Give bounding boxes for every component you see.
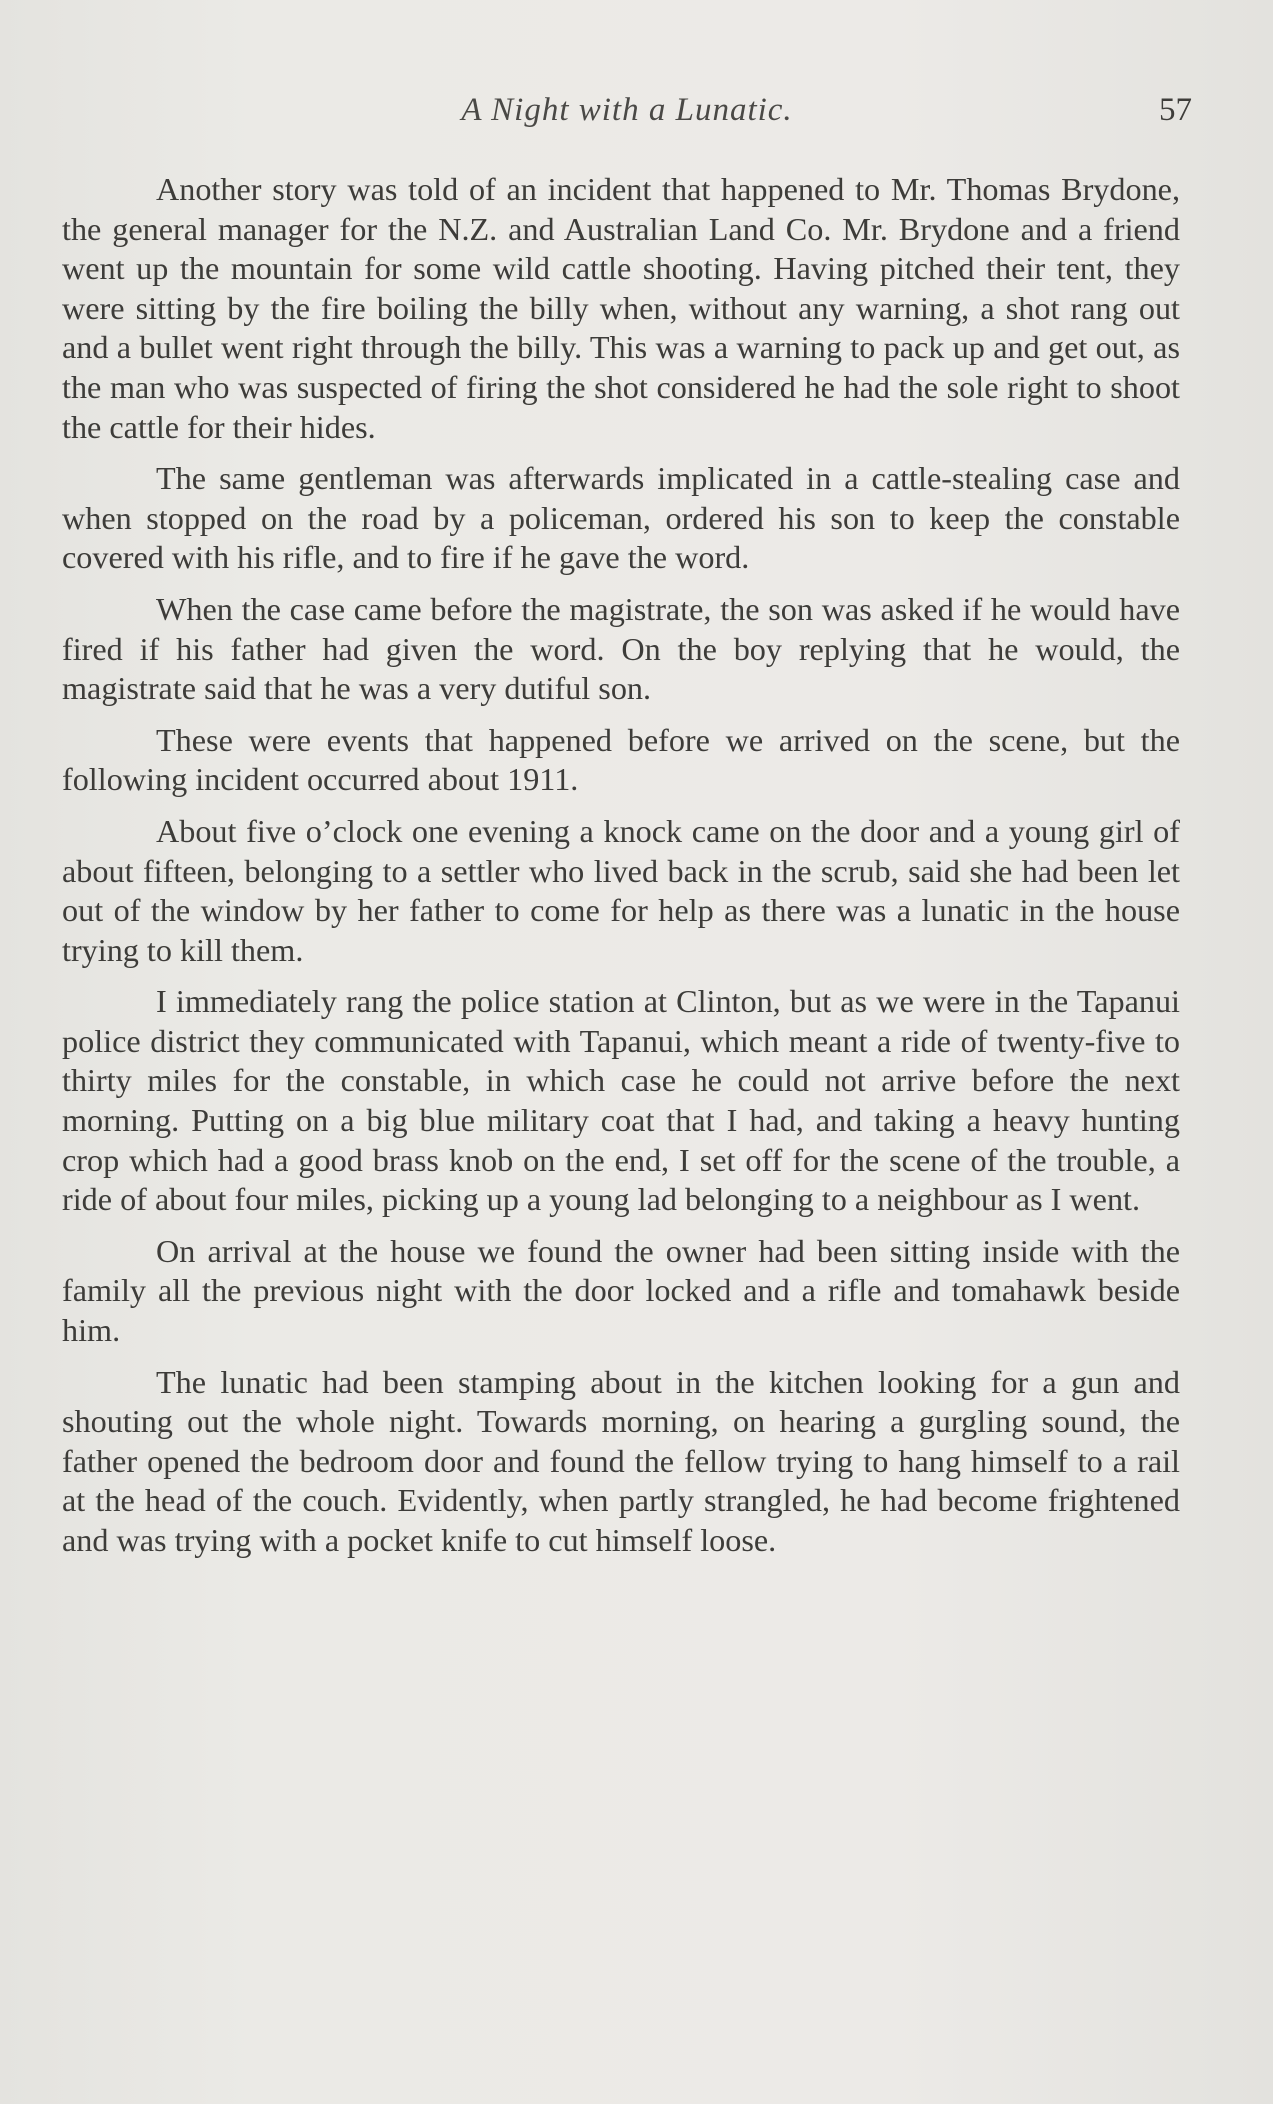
paragraph-6: I immediately rang the police station at Clinton, but as we were in the Tapanui police district they communicated with Tapanui, which meant a ride of twenty-five to thirty miles for the constable, in which case he could not arrive before the next morning. Putting on a big blue military coat that I had, and taking a heavy hunting crop which had a good brass knob on the end, I set off for the scene of the trouble, a ride of about four miles, picking up a young lad belonging to a neighbour as I went. — [62, 983, 1180, 1218]
page-header — [62, 92, 1192, 136]
paragraph-2: The same gentleman was afterwards implicated in a cattle-stealing case and when stopped on the road by a policeman, ordered his son to keep the constable covered with his rifle, and to fire if he gave the word. — [62, 460, 1180, 576]
running-title: A Night with a Lunatic. — [461, 92, 793, 128]
paragraph-8: The lunatic had been stamping about in the kitchen looking for a gun and shouting out the whole night. Towards morning, on hearing a gurgling sound, the father opened the bedroom door and found the fellow trying to hang himself to a rail at the head of the couch. Evidently, when partly strangled, he had become frightened and was trying with a pocket knife to cut himself loose. — [62, 1363, 1180, 1558]
paragraph-4: These were events that happened before we arrived on the scene, but the following incident occurred about 1911. — [62, 721, 1180, 798]
page-number: 57 — [1159, 92, 1192, 128]
paragraph-7: On arrival at the house we found the owner had been sitting inside with the family all the previous night with the door locked and a rifle and tomahawk beside him. — [62, 1232, 1180, 1349]
paragraph-1: Another story was told of an incident that happened to Mr. Thomas Brydone, the general manager for the N.Z. and Australian Land Co. Mr. Brydone and a friend went up the mountain for some wild cattle shooting. Having pitched their tent, they were sitting by the fire boiling the billy when, without any warning, a shot rang out and a bullet went right through the billy. This was a warning to pack up and get out, as the man who was suspected of firing the shot considered he had the sole right to shoot the cattle for their hides. — [62, 171, 1180, 445]
body-text — [62, 170, 1180, 1573]
paragraph-3: When the case came before the magistrate, the son was asked if he would have fired if his father had given the word. On the boy replying that he would, the magistrate said that he was a very dutiful son. — [62, 590, 1180, 707]
paragraph-5: About five o’clock one evening a knock came on the door and a young girl of about fifteen, belonging to a settler who lived back in the scrub, said she had been let out of the window by her father to come for help as there was a lunatic in the house trying to kill them. — [62, 812, 1180, 968]
